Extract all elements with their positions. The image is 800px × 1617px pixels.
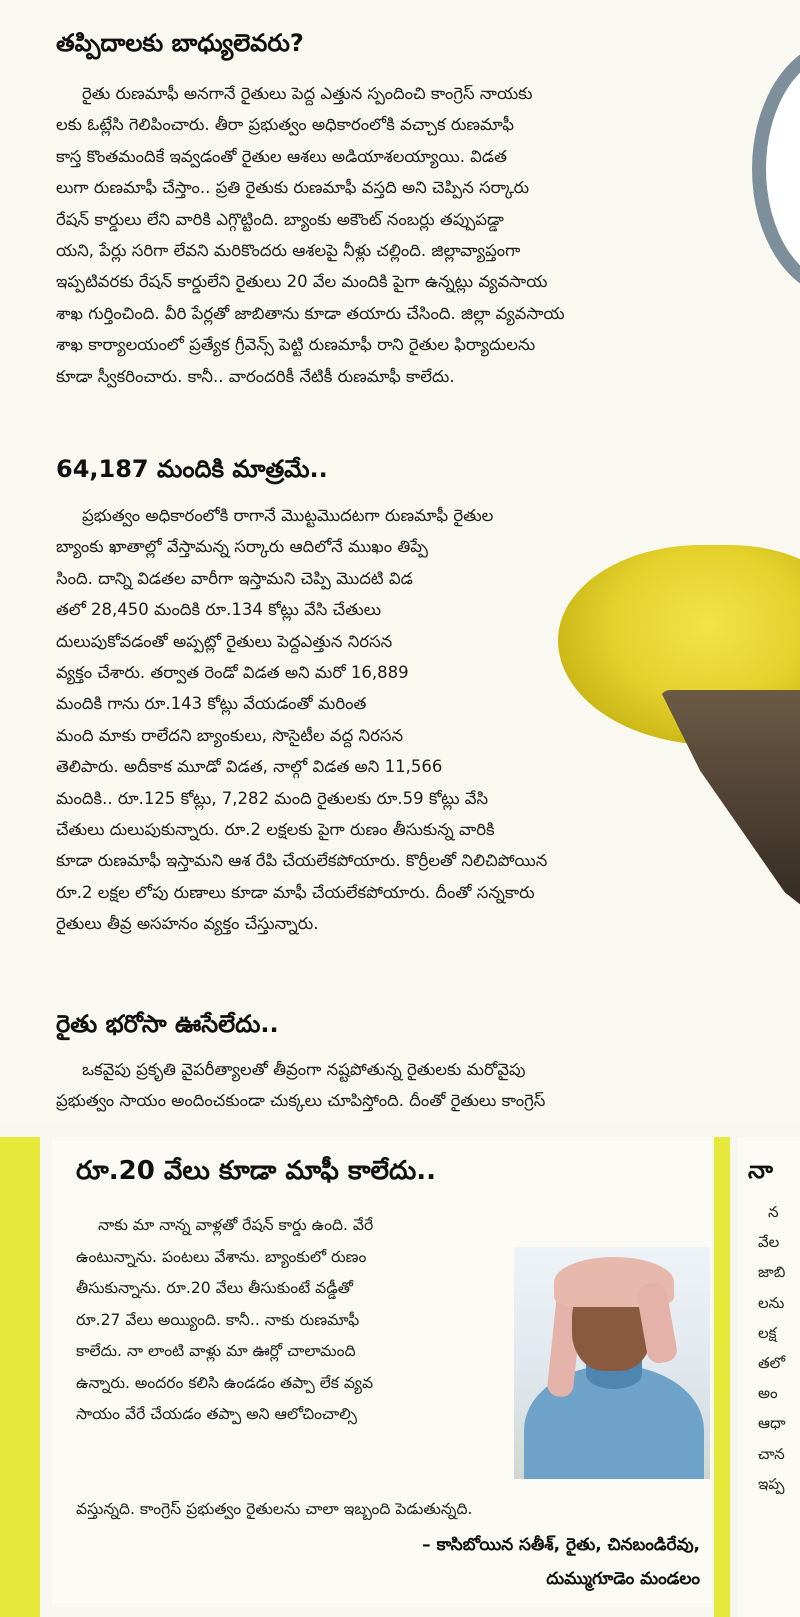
decorative-ring-graphic [752, 40, 800, 298]
section-heading-rythu-bharosa: రైతు భరోసా ఊసేలేదు.. [56, 1010, 279, 1038]
quote-credit [422, 1528, 700, 1596]
paragraph-line: చేతులు దులుపుకున్నారు. రూ.2 లక్షలకు పైగా రుణం తీసుకున్న వారికి [56, 820, 495, 840]
adjacent-line: ఇప్ప [758, 1474, 785, 1493]
paragraph-line: దులుపుకోవడంతో అప్పట్లో రైతులు పెద్దఎత్తున నిరసన [56, 631, 393, 651]
paragraph-line: రైతు రుణమాఫీ అనగానే రైతులు పెద్ద ఎత్తున స్పందించి కాంగ్రెస్ నాయకు [82, 84, 533, 103]
quote-line: సాయం వేరే చేయడం తప్పా అని ఆలోచించాల్సి [76, 1405, 358, 1423]
paragraph-line: రూ.2 లక్షల లోపు రుణాలు కూడా మాఫీ చేయలేకపోయారు. దీంతో సన్నకారు [56, 882, 535, 902]
section-heading-beneficiaries: 64,187 మందికి మాత్రమే.. [56, 455, 328, 483]
section-paragraph-responsibility [56, 78, 565, 392]
paragraph-line: తలో 28,450 మందికి రూ.134 కోట్లు వేసి చేతులు [56, 600, 382, 620]
paragraph-line: కూడా స్వీకరించారు. కానీ.. వారందరికీ నేటికీ రుణమాఫీ కాలేదు. [56, 366, 455, 386]
paragraph-line: తెలిపారు. అదీకాక మూడో విడత, నాల్గో విడత అని 11,566 [56, 757, 443, 777]
adjacent-line: ఆధా [758, 1414, 786, 1433]
credit-place-line: దుమ్ముగూడెం మండలం [546, 1569, 700, 1589]
section-heading-responsibility: తప్పిదాలకు బాధ్యులెవరు? [56, 29, 304, 57]
box-title: రూ.20 వేలు కూడా మాఫీ కాలేదు.. [76, 1156, 437, 1186]
paragraph-line: రైతులు తీవ్ర అసహనం వ్యక్తం చేస్తున్నారు. [56, 914, 319, 934]
paragraph-line: యని, పేర్లు సరిగా లేవని మరికొందరు ఆశలపై నీళ్లు చల్లింది. జిల్లావ్యాప్తంగా [56, 241, 521, 261]
quote-line: తీసుకున్నాను. రూ.20 వేలు తీసుకుంటే వడ్డీతో [76, 1279, 353, 1297]
adjacent-column-clipped [738, 1137, 800, 1617]
box-quote-paragraph [76, 1210, 374, 1431]
quote-line: ఉన్నారు. అందరం కలిసి ఉండడం తప్పా లేక వ్యవ [76, 1373, 374, 1392]
paragraph-line: కూడా రుణమాఫీ ఇస్తామని ఆశ రేపి చేయలేకపోయారు. కొర్రీలతో నిలిచిపోయిన [56, 851, 548, 871]
adjacent-line: వేల [758, 1233, 780, 1252]
quote-line: ఉంటున్నాను. పంటలు వేశాను. బ్యాంకులో రుణం [76, 1247, 367, 1266]
paragraph-line: కాస్త కొంతమందికే ఇవ్వడంతో రైతుల ఆశలు అడియాశలయ్యాయి. విడత [56, 146, 507, 166]
adjacent-line: జాబి [758, 1263, 786, 1282]
adjacent-line: చాన [758, 1444, 785, 1463]
quote-line: వస్తున్నది. కాంగ్రెస్ ప్రభుత్వం రైతులను చాలా ఇబ్బంది పెడుతున్నది. [76, 1500, 473, 1518]
section-paragraph-beneficiaries [56, 500, 547, 940]
paragraph-line: మందికి గాను రూ.143 కోట్లు వేయడంతో మరింత [56, 694, 367, 714]
adjacent-line: న [768, 1203, 779, 1221]
adjacent-column-text [758, 1197, 786, 1499]
paragraph-line: బ్యాంకు ఖాతాల్లో వేస్తామన్న సర్కారు ఆదిలోనే ముఖం తిప్పే [56, 537, 428, 557]
adjacent-line: తలో [758, 1354, 786, 1373]
paragraph-line: ఇప్పటివరకు రేషన్ కార్డులేని రైతులు 20 వేల మందికి పైగా ఉన్నట్లు వ్యవసాయ [56, 272, 548, 292]
quote-line: నాకు మా నాన్న వాళ్లతో రేషన్ కార్డు ఉంది. వేరే [98, 1216, 374, 1234]
paragraph-line: వ్యక్తం చేశారు. తర్వాత రెండో విడత అని మరో 16,889 [56, 663, 409, 683]
box-left-accent-strip [0, 1137, 40, 1617]
soil-cliff-image [660, 690, 800, 920]
paragraph-line: ఒకవైపు ప్రకృతి వైపరీత్యాలతో తీవ్రంగా నష్టపోతున్న రైతులకు మరోవైపు [82, 1060, 526, 1079]
box-quote-tail [76, 1494, 472, 1526]
paragraph-line: శాఖ గుర్తించింది. వీరి పేర్లతో జాబితాను కూడా తయారు చేసింది. జిల్లా వ్యవసాయ [56, 303, 565, 323]
paragraph-line: లుగా రుణమాఫీ చేస్తాం.. ప్రతి రైతుకు రుణమాఫీ వస్తది అని చెప్పిన సర్కారు [56, 178, 530, 198]
farmer-photo [514, 1247, 710, 1479]
paragraph-line: ప్రభుత్వం సాయం అందించకుండా చుక్కలు చూపిస్తోంది. దీంతో రైతులు కాంగ్రెస్ [56, 1091, 546, 1111]
paragraph-line: సింది. దాన్ని విడతల వారీగా ఇస్తామని చెప్పి మొదటి విడ [56, 568, 413, 588]
paragraph-line: ప్రభుత్వం అధికారంలోకి రాగానే మొట్టమొదటగా రుణమాఫీ రైతుల [82, 506, 494, 525]
paragraph-line: శాఖ కార్యాలయంలో ప్రత్యేక గ్రీవెన్స్ పెట్టి రుణమాఫీ రాని రైతుల ఫిర్యాదులను [56, 335, 536, 355]
paragraph-line: మంది మాకు రాలేదని బ్యాంకులు, సొసైటీల వద్ద నిరసన [56, 725, 404, 745]
section-paragraph-rythu-bharosa [56, 1054, 545, 1117]
quote-line: కాలేదు. నా లాంటి వాళ్లు మా ఊర్లో చాలామంది [76, 1342, 356, 1360]
paragraph-line: రేషన్ కార్డులు లేని వారికి ఎగ్గొట్టింది. బ్యాంకు అకౌంట్ నంబర్లు తప్పుపడ్డా [56, 209, 504, 229]
adjacent-line: అం [758, 1384, 778, 1403]
credit-name-line: – కాసిబోయిన సతీశ్, రైతు, చినబండిరేవు, [422, 1535, 700, 1555]
adjacent-column-title: నా [748, 1156, 773, 1184]
paragraph-line: లకు ఓట్లేసి గెలిపించారు. తీరా ప్రభుత్వం అధికారంలోకి వచ్చాక రుణమాఫీ [56, 115, 515, 135]
quote-line: రూ.27 వేలు అయ్యింది. కానీ.. నాకు రుణమాఫీ [76, 1310, 360, 1329]
adjacent-line: లను [758, 1293, 785, 1312]
adjacent-line: లక్ష [758, 1323, 777, 1342]
paragraph-line: మందికి.. రూ.125 కోట్లు, 7,282 మంది రైతులకు రూ.59 కోట్లు వేసి [56, 788, 489, 808]
box-right-accent-strip [714, 1137, 730, 1617]
